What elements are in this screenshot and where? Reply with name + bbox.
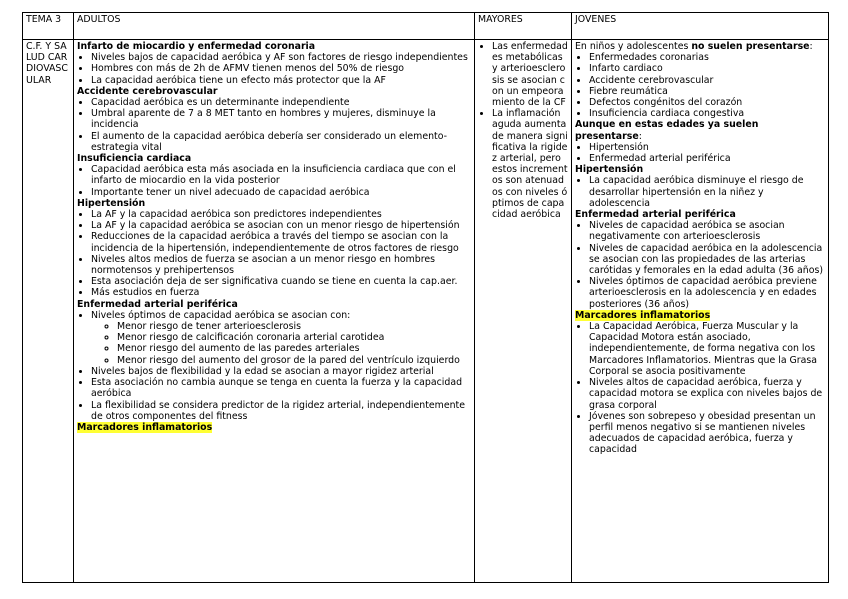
list-item: • La flexibilidad se considera predictor de la rigidez arterial, independientemente de otros componentes del fitness <box>91 400 471 422</box>
list-item: • Niveles altos medios de fuerza se asocian a un menor riesgo en hombres normotensos y prehipertensos <box>91 254 471 276</box>
jovenes-intro2 <box>575 119 825 141</box>
list-item: • Niveles altos de capacidad aeróbica, fuerza y capacidad motora se explica con niveles bajos de grasa corporal <box>589 377 825 411</box>
mayores-list <box>478 41 568 220</box>
adultos-section-acv: Accidente cerebrovascular <box>77 85 218 97</box>
list-item: • Niveles óptimos de capacidad aeróbica previene arterioesclerosis en la adolescencia y en edades posteriores (36 años) <box>589 276 825 310</box>
header-jovenes: JOVENES <box>572 13 829 40</box>
list-item: • Reducciones de la capacidad aeróbica a través del tiempo se asocian con la incidencia de la hipertensión, independientemente de otros factores de riesgo <box>91 231 471 253</box>
adultos-list-infarto <box>77 52 471 86</box>
jovenes-intro-text: En niños y adolescentes <box>575 41 692 52</box>
list-item: • La Capacidad Aeróbica, Fuerza Muscular y la Capacidad Motora están asociado, independientemente, de forma negativa con los Marcadores Inflamatorios. Mientras que la Grasa Corporal se asocia positivamente <box>589 321 825 377</box>
adultos-sublist-arterial <box>91 321 471 366</box>
list-item: • La capacidad aeróbica tiene un efecto más protector que la AF <box>91 75 471 86</box>
mayores-cell <box>475 40 572 583</box>
sublist-item: ◦ Menor riesgo de calcificación coronaria arterial carotidea <box>117 332 471 343</box>
jovenes-intro-bold: no suelen presentarse <box>691 41 810 52</box>
adultos-section-marcadores: Marcadores inflamatorios <box>77 421 213 433</box>
list-item: • Insuficiencia cardiaca congestiva <box>589 108 825 119</box>
list-item: • Las enfermedades metabólicas y arterioesclerosis se asocian con un empeoramiento de la CF <box>492 41 568 108</box>
list-item: • Capacidad aeróbica esta más asociada en la insuficiencia cardiaca que con el infarto de miocardio en la vida posterior <box>91 164 471 186</box>
list-item: • Umbral aparente de 7 a 8 MET tanto en hombres y mujeres, disminuye la incidencia <box>91 108 471 130</box>
adultos-section-hipertension: Hipertensión <box>77 197 146 209</box>
list-item: • Más estudios en fuerza <box>91 287 471 298</box>
sublist-item: ◦ Menor riesgo del aumento del grosor de la pared del ventrículo izquierdo <box>117 355 471 366</box>
jovenes-section-hipertension: Hipertensión <box>575 164 644 176</box>
jovenes-intro2-bold: Aunque en estas edades ya suelen presentarse <box>575 119 759 142</box>
adultos-cell <box>74 40 475 583</box>
adultos-list-acv <box>77 97 471 153</box>
jovenes-intro-colon: : <box>809 41 813 52</box>
adultos-section-insuficiencia: Insuficiencia cardiaca <box>77 153 192 165</box>
header-row <box>23 13 829 40</box>
list-item: • Infarto cardiaco <box>589 63 825 74</box>
list-item <box>91 310 471 366</box>
list-item: • Niveles bajos de capacidad aeróbica y AF son factores de riesgo independientes <box>91 52 471 63</box>
tema-cell: C.F. Y SALUD CARDIOVASCULAR <box>23 40 74 583</box>
header-adultos: ADULTOS <box>74 13 475 40</box>
list-item: • Hipertensión <box>589 142 825 153</box>
list-item: • Esta asociación deja de ser significativa cuando se tiene en cuenta la cap.aer. <box>91 276 471 287</box>
list-item-text: Niveles óptimos de capacidad aeróbica se asocian con: <box>91 309 351 321</box>
list-item: • La capacidad aeróbica disminuye el riesgo de desarrollar hipertensión en la niñez y adolescencia <box>589 175 825 209</box>
list-item: • Niveles de capacidad aeróbica en la adolescencia se asocian con las propiedades de las arterias carótidas y femorales en la edad adulta (36 años) <box>589 243 825 277</box>
adultos-section-infarto: Infarto de miocardio y enfermedad coronaria <box>77 41 316 52</box>
list-item: • Enfermedad arterial periférica <box>589 153 825 164</box>
list-item: • Importante tener un nivel adecuado de capacidad aeróbica <box>91 187 471 198</box>
comparison-table <box>22 12 829 583</box>
sublist-item: ◦ Menor riesgo de tener arterioesclerosis <box>117 321 471 332</box>
list-item: • La AF y la capacidad aeróbica se asocian con un menor riesgo de hipertensión <box>91 220 471 231</box>
jovenes-intro <box>575 41 825 52</box>
list-item: • Defectos congénitos del corazón <box>589 97 825 108</box>
header-tema: TEMA 3 <box>23 13 74 40</box>
adultos-list-hipertension <box>77 209 471 299</box>
list-item: • Accidente cerebrovascular <box>589 75 825 86</box>
jovenes-cell <box>572 40 829 583</box>
list-item: • Niveles bajos de flexibilidad y la edad se asocian a mayor rigidez arterial <box>91 366 471 377</box>
adultos-list-arterial <box>77 310 471 422</box>
jovenes-section-marcadores: Marcadores inflamatorios <box>575 309 711 321</box>
list-item: • Esta asociación no cambia aunque se tenga en cuenta la fuerza y la capacidad aeróbica <box>91 377 471 399</box>
jovenes-list-hipertension <box>575 175 825 209</box>
list-item: • Capacidad aeróbica es un determinante independiente <box>91 97 471 108</box>
jovenes-list-suelen <box>575 142 825 164</box>
content-row <box>23 40 829 583</box>
jovenes-list-marcadores <box>575 321 825 455</box>
sublist-item: ◦ Menor riesgo del aumento de las paredes arteriales <box>117 343 471 354</box>
header-mayores: MAYORES <box>475 13 572 40</box>
jovenes-list-no-suelen <box>575 52 825 119</box>
adultos-section-arterial: Enfermedad arterial periférica <box>77 298 238 310</box>
adultos-list-insuficiencia <box>77 164 471 198</box>
list-item: • Jóvenes son sobrepeso y obesidad presentan un perfil menos negativo si se mantienen niveles adecuados de capacidad aeróbica, fuerza y capacidad <box>589 411 825 456</box>
list-item: • Niveles de capacidad aeróbica se asocian negativamente con arterioesclerosis <box>589 220 825 242</box>
list-item: • Enfermedades coronarias <box>589 52 825 63</box>
list-item: • Fiebre reumática <box>589 86 825 97</box>
list-item: • La inflamación aguda aumenta de manera significativa la rigidez arterial, pero estos incrementos son atenuados con niveles óptimos de capacidad aeróbica <box>492 108 568 220</box>
jovenes-list-arterial <box>575 220 825 310</box>
jovenes-section-arterial: Enfermedad arterial periférica <box>575 209 736 221</box>
jovenes-intro2-colon: : <box>638 130 642 142</box>
list-item: • El aumento de la capacidad aeróbica debería ser considerado un elemento-estrategia vital <box>91 131 471 153</box>
list-item: • Hombres con más de 2h de AFMV tienen menos del 50% de riesgo <box>91 63 471 74</box>
list-item: • La AF y la capacidad aeróbica son predictores independientes <box>91 209 471 220</box>
